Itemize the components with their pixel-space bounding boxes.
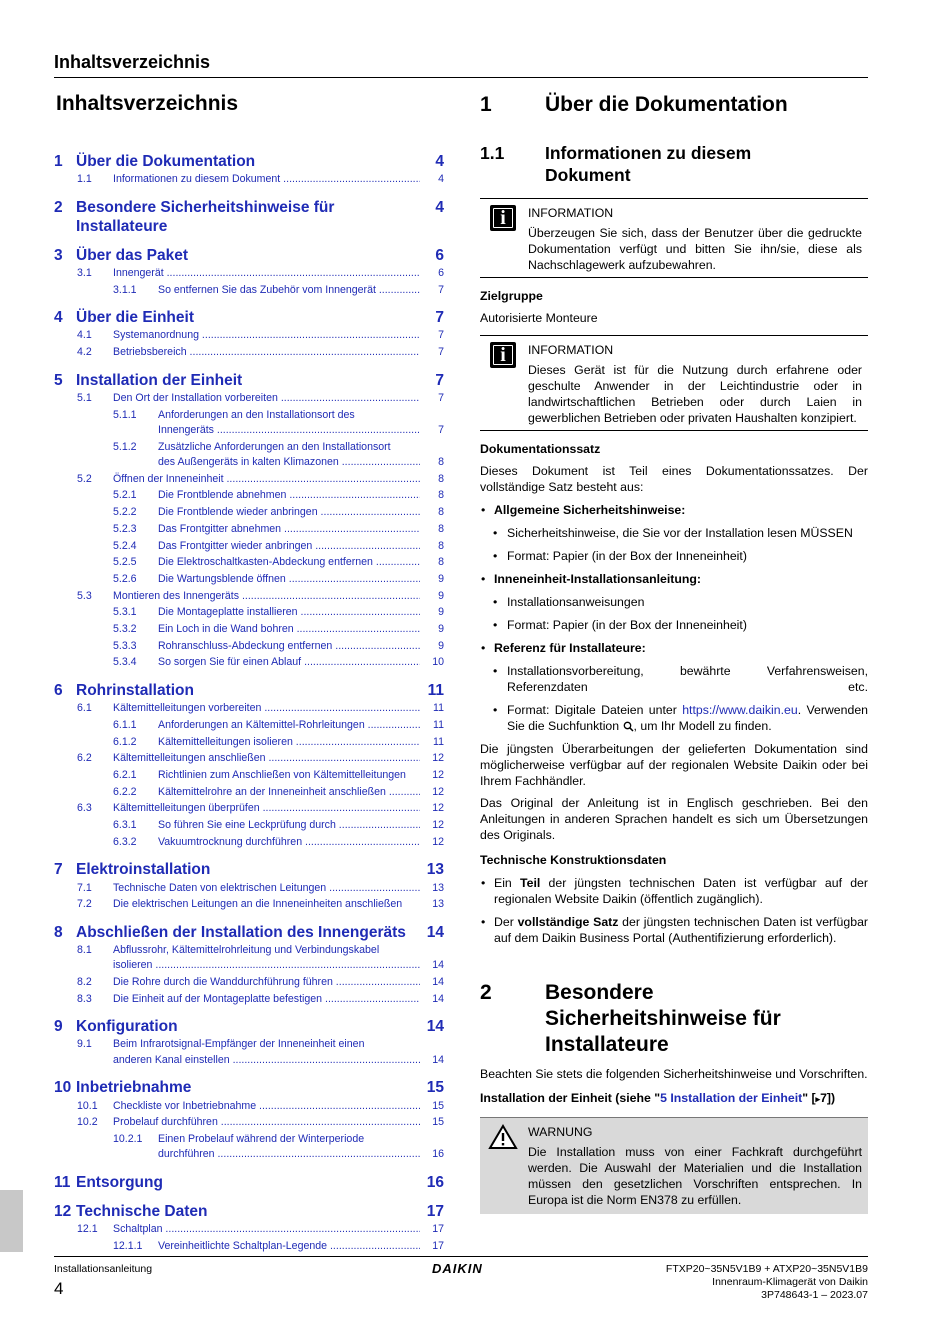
toc-entry[interactable]	[54, 283, 444, 298]
toc-text: Das Frontgitter abnehmen .....	[158, 522, 420, 537]
toc-number: 5.1	[77, 391, 92, 404]
toc-page: 13	[432, 881, 444, 894]
warning-icon	[488, 1124, 518, 1150]
subsection-title: Informationen zu diesem Dokument	[545, 143, 752, 185]
toc-number: 5.2.3	[113, 522, 137, 535]
toc-text: Elektroinstallation	[76, 861, 211, 879]
toc-chapter[interactable]	[54, 860, 444, 879]
toc-number: 12	[54, 1202, 72, 1220]
toc-entry[interactable]	[54, 539, 444, 554]
toc-text: Probelauf durchführen .....	[113, 1115, 420, 1130]
toc-number: 10	[54, 1079, 72, 1097]
toc-chapter[interactable]	[54, 1202, 444, 1221]
toc-entry[interactable]	[54, 408, 444, 439]
list-item: • Inneneinheit-Installationsanleitung:	[481, 572, 702, 586]
toc-entry[interactable]	[54, 505, 444, 520]
toc-page: 12	[432, 785, 444, 798]
subsection-number: 1.1	[480, 143, 505, 163]
toc-text: Einen Probelauf während der Winterperiode	[158, 1132, 365, 1145]
toc-text: Kältemittelleitungen isolieren .....	[158, 735, 420, 750]
toc-number: 12.1	[77, 1223, 98, 1236]
toc-page: 6	[438, 267, 444, 279]
toc-page: 4	[438, 173, 444, 186]
information-box	[480, 198, 868, 278]
toc-entry[interactable]	[54, 328, 444, 343]
toc-chapter[interactable]	[54, 681, 444, 700]
toc-entry[interactable]	[54, 391, 444, 406]
toc-entry[interactable]	[54, 472, 444, 487]
toc-text: Vereinheitlichte Schaltplan-Legende .....	[158, 1239, 420, 1254]
toc-entry[interactable]	[54, 1037, 444, 1068]
toc-number: 7	[54, 861, 63, 879]
toc-entry[interactable]	[54, 992, 444, 1007]
list-item: • Format: Papier (in der Box der Inneneinheit)	[493, 618, 747, 632]
toc-page: 14	[432, 992, 444, 1005]
toc-text: Die Montageplatte installieren .....	[158, 605, 420, 620]
page-header	[54, 50, 868, 78]
toc-text: Kältemittelrohre an der Inneneinheit anschließen .....	[158, 785, 420, 800]
toc-entry[interactable]	[54, 735, 444, 750]
toc-number: 10.2	[77, 1116, 98, 1129]
toc-number: 5.3.4	[113, 656, 137, 669]
toc-number: 1	[54, 153, 63, 170]
list-item: • Ein Teil der jüngsten technischen Daten ist verfügbar auf der regionalen Website Daikin (öffentlich zugänglich).	[481, 876, 868, 906]
toc-entry[interactable]	[54, 701, 444, 716]
toc-entry[interactable]	[54, 718, 444, 733]
toc-number: 6.3.2	[113, 835, 137, 848]
toc-number: 6.3.1	[113, 819, 137, 832]
installation-section-link[interactable]: 5 Installation der Einheit	[660, 1091, 803, 1105]
toc-entry[interactable]	[54, 172, 444, 187]
toc-entry[interactable]	[54, 785, 444, 800]
toc-text: Kältemittelleitungen überprüfen .....	[113, 801, 420, 816]
toc-page: 8	[438, 556, 444, 569]
footer-doc-type: Installationsanleitung	[54, 1263, 153, 1275]
list-item: • Referenz für Installateure:	[481, 641, 646, 655]
toc-number: 6.2.2	[113, 785, 137, 798]
toc-page: 16	[426, 1173, 444, 1191]
toc-text: Systemanordnung .....	[113, 328, 420, 343]
toc-page: 9	[438, 572, 444, 585]
toc-text: Die Frontblende abnehmen .....	[158, 488, 420, 503]
toc-text: Inbetriebnahme	[76, 1079, 192, 1097]
toc-text: Die elektrischen Leitungen an die Inneneinheiten anschließen	[113, 898, 403, 911]
toc-number: 3	[54, 246, 63, 264]
toc-entry[interactable]	[54, 975, 444, 990]
toc-number: 7.2	[77, 898, 92, 911]
toc-text: Das Frontgitter wieder anbringen .....	[158, 539, 420, 554]
toc-entry[interactable]	[54, 1239, 444, 1254]
toc-text: Ein Loch in die Wand bohren .....	[158, 622, 420, 637]
toc-number: 12.1.1	[113, 1239, 143, 1252]
section-heading-1-1	[480, 142, 868, 186]
toc-text: Die Rohre durch die Wanddurchführung führen .....	[113, 975, 420, 990]
toc-page: 8	[438, 489, 444, 502]
toc-page: 7	[438, 391, 444, 404]
toc-number: 3.1	[77, 267, 92, 279]
toc-text: Über die Dokumentation	[76, 153, 256, 170]
toc-text: Technische Daten von elektrischen Leitungen .....	[113, 881, 420, 896]
toc-page: 15	[432, 1099, 444, 1112]
toc-page: 10	[432, 656, 444, 669]
section-heading-1	[480, 92, 868, 118]
toc-page: 14	[432, 1053, 444, 1066]
toc-page: 8	[438, 472, 444, 485]
toc-page: 7	[435, 371, 444, 389]
toc-text-cont: isolieren .....	[113, 958, 420, 973]
toc-text-cont: anderen Kanal einstellen .....	[113, 1053, 420, 1068]
toc-chapter[interactable]	[54, 246, 444, 265]
toc-text: Besondere Sicherheitshinweise für Installateure	[76, 198, 335, 235]
toc-page: 12	[432, 752, 444, 765]
toc-text: Konfiguration	[76, 1018, 178, 1036]
toc-text: Vakuumtrocknung durchführen .....	[158, 835, 420, 850]
toc-number: 10.1	[77, 1099, 98, 1112]
section-heading-2	[480, 980, 868, 1058]
toc-text: Die Frontblende wieder anbringen .....	[158, 505, 420, 520]
toc-text: Anforderungen an Kältemittel-Rohrleitungen .....	[158, 718, 420, 733]
toc-page: 16	[432, 1148, 444, 1161]
toc-number: 5.3.3	[113, 639, 137, 652]
toc-text-cont: Innengeräts .....	[158, 423, 420, 438]
toc-chapter[interactable]	[54, 923, 444, 942]
toc-text: Die Wartungsblende öffnen .....	[158, 572, 420, 587]
toc-page: 17	[426, 1202, 444, 1220]
toc-page: 9	[438, 639, 444, 652]
toc-number: 6	[54, 681, 63, 699]
toc-entry[interactable]	[54, 488, 444, 503]
toc-number: 5.3	[77, 589, 92, 602]
toc-page: 9	[438, 606, 444, 619]
documentation-set-text: Dieses Dokument ist Teil eines Dokumentationssatzes. Der vollständige Satz besteht aus:	[480, 464, 868, 494]
toc-text: So führen Sie eine Leckprüfung durch .....	[158, 818, 420, 833]
toc-chapter[interactable]	[54, 198, 444, 236]
toc-page: 13	[426, 861, 444, 879]
target-group-heading: Zielgruppe	[480, 289, 543, 303]
info-heading: INFORMATION	[528, 206, 614, 220]
toc-page: 7	[438, 329, 444, 342]
information-box	[480, 335, 868, 431]
toc-entry[interactable]	[54, 835, 444, 850]
toc-page: 14	[426, 923, 444, 941]
toc-number: 9	[54, 1018, 63, 1036]
toc-page: 7	[438, 283, 444, 296]
toc-chapter[interactable]	[54, 1078, 444, 1097]
toc-entry[interactable]	[54, 266, 444, 281]
toc-entry[interactable]	[54, 572, 444, 587]
toc-chapter[interactable]	[54, 371, 444, 390]
toc-entry[interactable]	[54, 801, 444, 816]
toc-number: 5	[54, 371, 63, 389]
table-of-contents	[54, 92, 444, 1254]
toc-page: 15	[432, 1116, 444, 1129]
toc-number: 5.2	[77, 472, 92, 485]
toc-entry[interactable]	[54, 522, 444, 537]
toc-text: Den Ort der Installation vorbereiten .....	[113, 391, 420, 406]
toc-entry[interactable]	[54, 440, 444, 471]
toc-chapter[interactable]	[54, 1173, 444, 1192]
toc-text-cont: des Außengeräts in kalten Klimazonen .....	[158, 455, 420, 470]
toc-page: 11	[433, 718, 444, 731]
toc-page: 12	[432, 768, 444, 781]
toc-number: 6.1.1	[113, 718, 137, 731]
toc-number: 8	[54, 923, 63, 941]
toc-text: Die Elektroschaltkasten-Abdeckung entfernen .....	[158, 555, 420, 570]
toc-number: 8.2	[77, 976, 92, 989]
toc-number: 11	[54, 1173, 71, 1191]
toc-page: 12	[432, 802, 444, 815]
toc-page: 13	[432, 898, 444, 911]
toc-entry[interactable]	[54, 622, 444, 637]
list-item: • Installationsanweisungen	[493, 595, 645, 609]
toc-entry[interactable]	[54, 1132, 444, 1163]
target-group-text: Autorisierte Monteure	[480, 311, 598, 325]
toc-entry[interactable]	[54, 555, 444, 570]
toc-text: Montieren des Innengeräts .....	[113, 589, 420, 604]
page-reference-icon: ▸	[815, 1094, 821, 1104]
warning-box	[480, 1117, 868, 1214]
toc-entry[interactable]	[54, 345, 444, 360]
toc-text: Über das Paket	[76, 246, 188, 264]
toc-page: 8	[438, 539, 444, 552]
toc-entry[interactable]	[54, 768, 444, 783]
section-title: Besondere Sicherheitshinweise für Installateure	[545, 981, 781, 1056]
installation-reference: Installation der Einheit (siehe "5 Installation der Einheit" [▸7])	[480, 1091, 836, 1105]
toc-number: 4.2	[77, 346, 92, 359]
toc-title: Inhaltsverzeichnis	[56, 92, 239, 115]
footer-model-info: FTXP20~35N5V1B9 + ATXP20~35N5V1B9 Innenraum-Klimagerät von Daikin 3P748643-1 – 2023.07	[665, 1263, 868, 1301]
page-number: 4	[54, 1279, 64, 1298]
toc-list	[54, 152, 444, 1254]
toc-entry[interactable]	[54, 818, 444, 833]
toc-page: 4	[435, 153, 444, 170]
information-icon: i	[490, 342, 516, 368]
toc-text: Die Einheit auf der Montageplatte befestigen .....	[113, 992, 420, 1007]
side-tab	[0, 1190, 23, 1252]
toc-text: Zusätzliche Anforderungen an den Installationsort	[158, 440, 391, 453]
toc-page: 11	[433, 702, 444, 715]
toc-entry[interactable]	[54, 605, 444, 620]
toc-entry[interactable]	[54, 655, 444, 670]
section-number: 1	[480, 93, 492, 116]
toc-page: 11	[427, 681, 444, 699]
page-footer	[54, 1256, 868, 1301]
list-item: • Format: Papier (in der Box der Inneneinheit)	[493, 549, 747, 563]
toc-entry[interactable]	[54, 1099, 444, 1114]
list-item: • Format: Digitale Dateien unter https://www.daikin.eu. Verwenden Sie die Suchfunktion , um Ihr Modell zu finden.	[493, 703, 868, 733]
toc-page: 17	[432, 1239, 444, 1252]
toc-number: 4	[54, 309, 63, 327]
toc-page: 9	[438, 623, 444, 636]
toc-number: 5.2.4	[113, 539, 137, 552]
technical-data-heading: Technische Konstruktionsdaten	[480, 853, 667, 867]
toc-entry[interactable]	[54, 639, 444, 654]
toc-text: Checkliste vor Inbetriebnahme .....	[113, 1099, 420, 1114]
toc-text: Entsorgung	[76, 1173, 163, 1191]
toc-chapter[interactable]	[54, 1017, 444, 1036]
toc-number: 8.1	[77, 943, 92, 956]
toc-number: 10.2.1	[113, 1132, 143, 1145]
toc-chapter[interactable]	[54, 152, 444, 171]
section-number: 2	[480, 981, 492, 1004]
toc-number: 4.1	[77, 329, 92, 342]
list-item: • Der vollständige Satz der jüngsten technischen Daten ist verfügbar auf dem Daikin Business Portal (Authentifizierung erforderlich).	[481, 915, 869, 945]
toc-number: 5.3.1	[113, 606, 137, 619]
toc-page: 7	[438, 423, 444, 436]
toc-text: Betriebsbereich .....	[113, 345, 420, 360]
toc-page: 14	[432, 976, 444, 989]
toc-text: Anforderungen an den Installationsort des	[158, 408, 355, 421]
toc-number: 7.1	[77, 881, 92, 894]
toc-text-cont: durchführen .....	[158, 1147, 420, 1162]
list-item: • Installationsvorbereitung, bewährte Verfahrensweisen, Referenzdaten etc.	[493, 664, 868, 694]
toc-text: So sorgen Sie für einen Ablauf .....	[158, 655, 420, 670]
toc-number: 6.1.2	[113, 735, 137, 748]
toc-entry[interactable]	[54, 1222, 444, 1237]
toc-page: 17	[432, 1223, 444, 1236]
toc-page: 4	[435, 198, 444, 216]
toc-page: 12	[432, 835, 444, 848]
toc-page: 14	[432, 959, 444, 972]
toc-number: 1.1	[77, 173, 92, 186]
documentation-set-heading: Dokumentationssatz	[480, 442, 601, 456]
toc-number: 5.2.6	[113, 572, 137, 585]
paragraph: Das Original der Anleitung ist in Englisch geschrieben. Bei den Anleitungen in anderen Sprachen handelt es sich um Übersetzungen des Originals.	[480, 796, 868, 842]
toc-chapter[interactable]	[54, 308, 444, 327]
toc-entry[interactable]	[54, 751, 444, 766]
toc-page: 11	[433, 735, 444, 748]
toc-page: 9	[438, 589, 444, 602]
toc-number: 6.3	[77, 802, 92, 815]
toc-text: Schaltplan .....	[113, 1222, 420, 1237]
toc-text: Abflussrohr, Kältemittelrohrleitung und Verbindungskabel	[113, 943, 380, 956]
info-text: Überzeugen Sie sich, dass der Benutzer über die gedruckte Dokumentation verfügt und bitten Sie ihn/sie, diese als Nachschlagewerk aufzubewahren.	[528, 226, 862, 272]
toc-text: Installation der Einheit	[76, 371, 243, 389]
toc-page: 8	[438, 506, 444, 519]
toc-page: 6	[435, 246, 444, 264]
toc-text: Kältemittelleitungen vorbereiten .....	[113, 701, 420, 716]
toc-text: Öffnen der Inneneinheit .....	[113, 472, 420, 487]
toc-page: 14	[426, 1018, 444, 1036]
toc-text: Über die Einheit	[76, 309, 194, 327]
toc-page: 8	[438, 456, 444, 469]
toc-text: Innengerät .....	[113, 266, 420, 281]
toc-number: 6.1	[77, 702, 92, 715]
toc-page: 7	[438, 346, 444, 359]
toc-text: Richtlinien zum Anschließen von Kältemittelleitungen	[158, 768, 406, 781]
toc-page: 12	[432, 819, 444, 832]
daikin-website-link[interactable]: https://www.daikin.eu	[682, 703, 798, 717]
warning-heading: WARNUNG	[528, 1125, 593, 1139]
toc-text: So entfernen Sie das Zubehör vom Innengerät .....	[158, 283, 420, 298]
warning-text: Die Installation muss von einer Fachkraft durchgeführt werden. Die Auswahl der Materialien und die Installation müssen den gesetzlichen Vorschriften entsprechen. In Europa ist die Norm EN378 zu erfüllen.	[528, 1145, 862, 1207]
toc-number: 6.2	[77, 752, 92, 765]
info-text: Dieses Gerät ist für die Nutzung durch erfahrene oder geschulte Anwender in der Leichtindustrie oder in landwirtschaftlichen Betrieben oder durch Laien in gewerblichen Betrieben oder privaten Haushalten konzipiert.	[528, 363, 862, 425]
search-icon	[623, 721, 634, 732]
toc-text: Rohrinstallation	[76, 681, 194, 699]
toc-text: Beim Infrarotsignal-Empfänger der Inneneinheit einen	[113, 1038, 365, 1051]
toc-entry[interactable]	[54, 881, 444, 896]
toc-entry[interactable]	[54, 589, 444, 604]
toc-number: 8.3	[77, 992, 92, 1005]
toc-number: 3.1.1	[113, 283, 137, 296]
toc-text: Rohranschluss-Abdeckung entfernen .....	[158, 639, 420, 654]
toc-entry[interactable]	[54, 1115, 444, 1130]
toc-page: 8	[438, 522, 444, 535]
toc-number: 5.1.1	[113, 408, 137, 421]
information-icon: i	[490, 205, 516, 231]
toc-number: 2	[54, 198, 63, 216]
toc-page: 15	[426, 1079, 444, 1097]
toc-text: Abschließen der Installation des Innengeräts	[76, 923, 406, 941]
toc-page: 7	[435, 309, 444, 327]
paragraph: Die jüngsten Überarbeitungen der gelieferten Dokumentation sind möglicherweise verfügbar auf der regionalen Website Daikin oder bei Ihrem Fachhändler.	[480, 742, 868, 788]
toc-number: 9.1	[77, 1038, 92, 1051]
list-item: • Allgemeine Sicherheitshinweise:	[481, 503, 686, 517]
page-header-title: Inhaltsverzeichnis	[54, 52, 211, 72]
toc-number: 5.2.5	[113, 556, 137, 569]
info-heading: INFORMATION	[528, 343, 614, 357]
toc-text: Kältemittelleitungen anschließen .....	[113, 751, 420, 766]
toc-text: Technische Daten	[76, 1202, 208, 1220]
toc-number: 5.3.2	[113, 623, 137, 636]
toc-entry[interactable]	[54, 943, 444, 974]
list-item: • Sicherheitshinweise, die Sie vor der Installation lesen MÜSSEN	[493, 526, 853, 540]
toc-number: 5.2.2	[113, 506, 137, 519]
toc-number: 6.2.1	[113, 768, 137, 781]
toc-entry[interactable]	[54, 897, 444, 912]
daikin-logo: DAIKIN	[432, 1261, 483, 1276]
toc-number: 5.1.2	[113, 440, 137, 453]
paragraph: Beachten Sie stets die folgenden Sicherheitshinweise und Vorschriften.	[480, 1067, 868, 1081]
toc-number: 5.2.1	[113, 489, 137, 502]
toc-text: Informationen zu diesem Dokument .....	[113, 172, 420, 187]
section-title: Über die Dokumentation	[545, 93, 788, 116]
main-content	[480, 92, 868, 1214]
